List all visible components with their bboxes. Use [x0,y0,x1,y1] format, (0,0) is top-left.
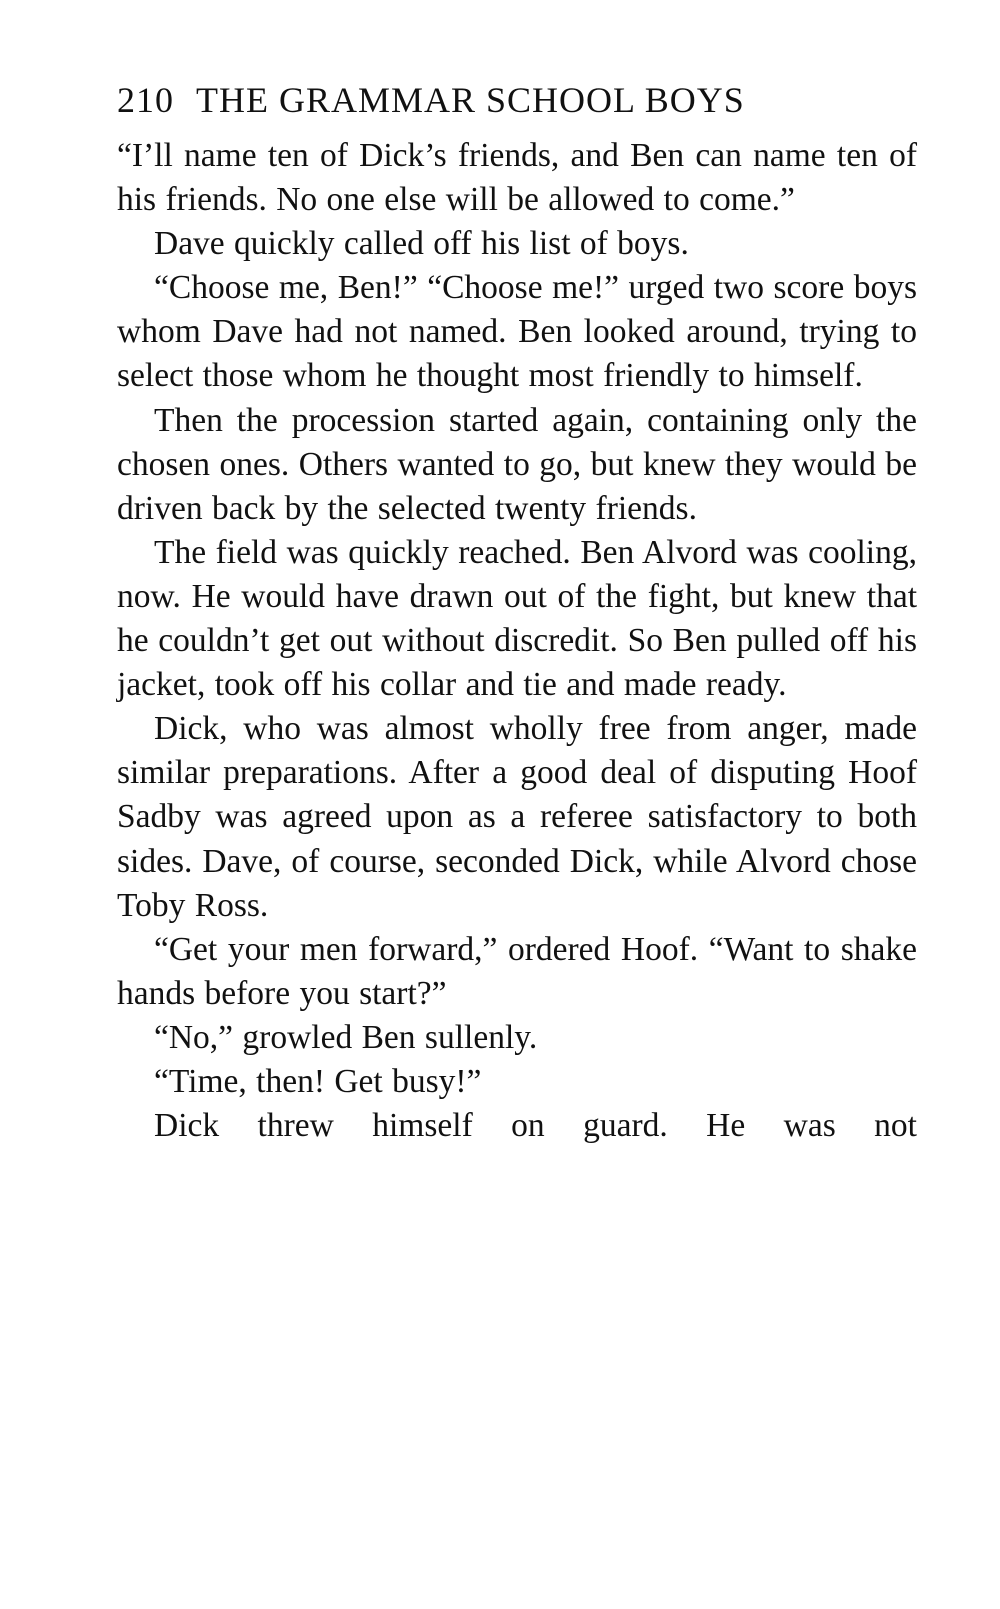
book-page [117,78,917,1148]
running-head [117,78,917,122]
paragraph-1: “I’ll name ten of Dick’s friends, and Ben can name ten of his friends. No one else will be allowed to come.” [117,137,917,219]
paragraph-9: “Time, then! Get busy!” [154,1062,482,1100]
paragraph-3: “Choose me, Ben!” “Choose me!” urged two score boys whom Dave had not named. Ben looked around, trying to select those whom he thought most friendly to himself. [117,269,917,395]
paragraph-7: “Get your men forward,” ordered Hoof. “Want to shake hands before you start?” [117,930,917,1012]
paragraph-6: Dick, who was almost wholly free from anger, made similar preparations. After a good deal of disputing Hoof Sadby was agreed upon as a referee satisfactory to both sides. Dave, of course, seconded Dick, while Alvord chose Toby Ross. [117,710,917,924]
paragraph-2: Dave quickly called off his list of boys. [154,225,689,263]
paragraph-8: “No,” growled Ben sullenly. [154,1018,538,1056]
paragraph-4: Then the procession started again, containing only the chosen ones. Others wanted to go, but knew they would be driven back by the selected twenty friends. [117,401,917,527]
paragraph-5: The field was quickly reached. Ben Alvord was cooling, now. He would have drawn out of the fight, but knew that he couldn’t get out without discredit. So Ben pulled off his jacket, took off his collar and tie and made ready. [117,533,917,704]
paragraph-10: Dick threw himself on guard. He was not [154,1107,917,1145]
page-number: 210 [117,80,174,120]
running-title: THE GRAMMAR SCHOOL BOYS [196,80,745,120]
